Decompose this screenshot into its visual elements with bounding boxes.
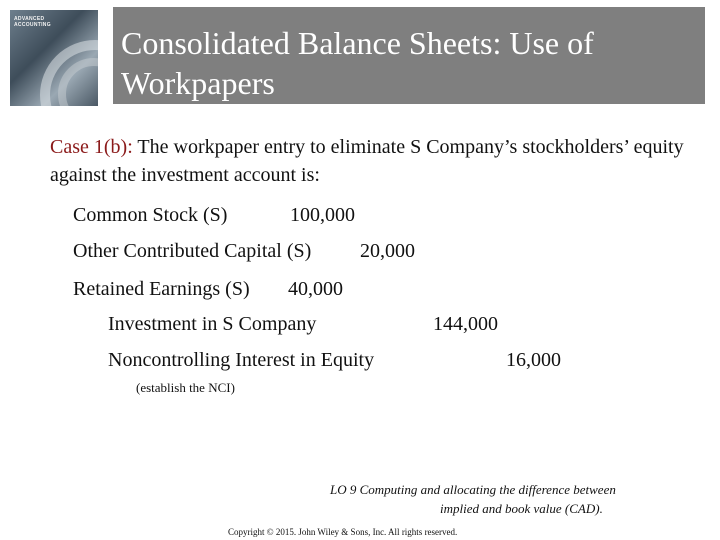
case-label: Case 1(b): [50, 136, 133, 158]
entry-account-common-stock: Common Stock (S) [73, 204, 228, 226]
slide-title: Consolidated Balance Sheets: Use of Workpapers [121, 25, 594, 101]
entry-account-investment: Investment in S Company [108, 313, 317, 335]
learning-objective: LO 9 Computing and allocating the difference between implied and book value (CAD). [330, 482, 616, 516]
entry-account-retained-earnings: Retained Earnings (S) [73, 278, 250, 300]
entry-account-noncontrolling-interest: Noncontrolling Interest in Equity [108, 349, 375, 371]
entry-amount-noncontrolling-interest: 16,000 [506, 349, 561, 371]
title-bar [113, 7, 705, 104]
entry-account-other-contributed-capital: Other Contributed Capital (S) [73, 240, 312, 262]
entry-amount-investment: 144,000 [433, 313, 498, 335]
book-cover-title: ADVANCED ACCOUNTING [14, 16, 51, 28]
entry-amount-other-contributed-capital: 20,000 [360, 240, 415, 262]
entry-amount-common-stock: 100,000 [290, 204, 355, 226]
copyright-notice: Copyright © 2015. John Wiley & Sons, Inc. All rights reserved. [228, 527, 458, 537]
entry-note: (establish the NCI) [136, 380, 235, 395]
entry-amount-retained-earnings: 40,000 [288, 278, 343, 300]
intro-text: The workpaper entry to eliminate S Company’s stockholders’ equity against the investment account is: [50, 136, 684, 186]
book-cover-image [10, 10, 98, 106]
intro-paragraph [50, 133, 700, 189]
